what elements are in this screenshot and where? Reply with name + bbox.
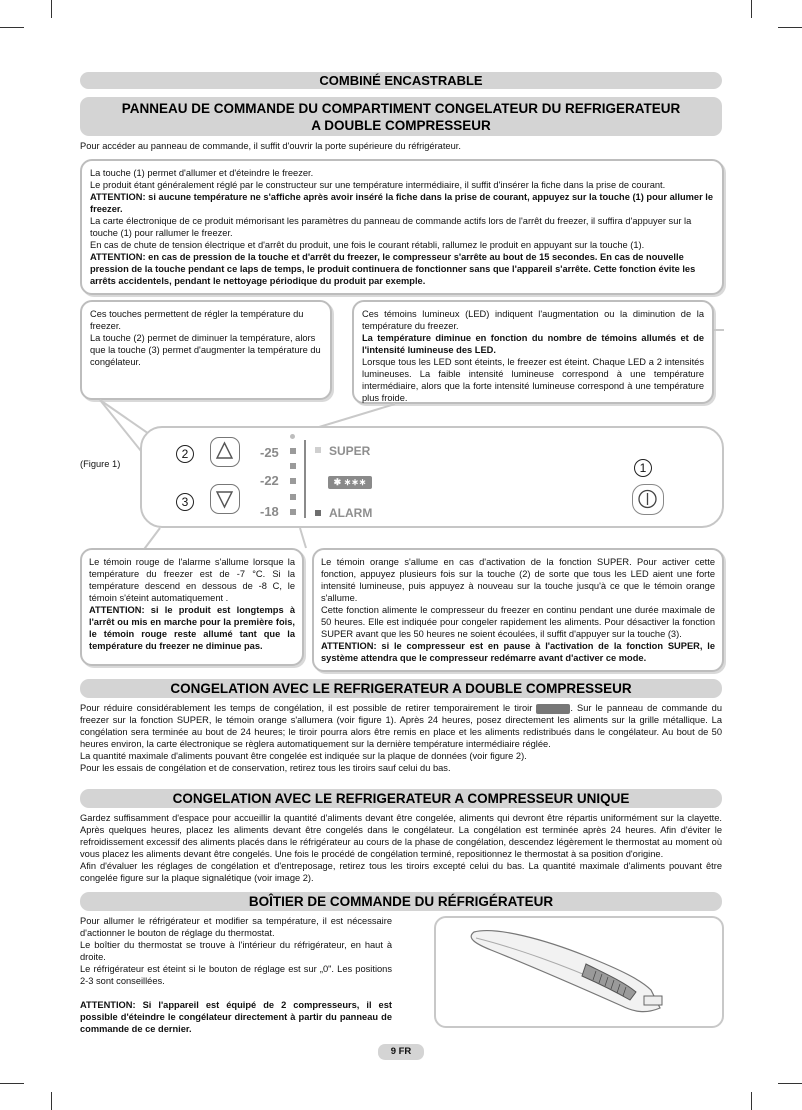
section1-title-line1: PANNEAU DE COMMANDE DU COMPARTIMENT CONGELATEUR DU REFRIGERATEUR xyxy=(121,101,681,116)
section3-body xyxy=(80,812,722,884)
led-off-text: Lorsque tous les LED sont éteints, le freezer est éteint. Chaque LED a 2 intensités lumineuses. La faible intensité lumineuse correspond à une température intermédiaire, alors que la forte intensité lumineuse correspond à une température plus froide. xyxy=(362,357,704,403)
section2-tests: Pour les essais de congélation et de conservation, retirez tous les tiroirs sauf celui du bas. xyxy=(80,763,451,773)
section4-paragraph2: Le boîtier du thermostat se trouve à l'intérieur du réfrigérateur, en haut à droite. xyxy=(80,940,392,962)
led-purpose-text: Ces témoins lumineux (LED) indiquent l'augmentation ou la diminution de la température du freezer. xyxy=(362,309,704,331)
section3-paragraph2: Afin d'évaluer les réglages de congélation et d'entreposage, retirez tous les tiroirs excepté celui du bas. La quantité maximale d'aliments pouvant être congelée figure sur la plaque signalétique (voir image 2). xyxy=(80,861,722,883)
crop-mark xyxy=(751,1092,752,1110)
section3-title: CONGELATION AVEC LE REFRIGERATEUR A COMPRESSEUR UNIQUE xyxy=(172,791,630,806)
key2-number-icon: 2 xyxy=(176,445,194,463)
power-failure-text: En cas de chute de tension électrique et d'arrêt du produit, une fois le courant rétabli, rallumez le produit en appuyant sur la touche (1). xyxy=(90,240,645,250)
header-title: COMBINÉ ENCASTRABLE xyxy=(319,73,483,88)
panel-divider xyxy=(304,440,306,518)
decrease-temperature-button[interactable] xyxy=(210,437,240,467)
super-duration-text: Cette fonction alimente le compresseur du freezer en continu pendant une durée maximale de 50 heures. Elle est indiquée pour congeler rapidement les aliments. Pour désactiver la fonction SUPER avant que les 50 heures ne soient écoulées, il suffit d'appuyer sur la touche (3). xyxy=(321,605,715,639)
super-drawer-icon xyxy=(328,476,372,489)
led-indicator xyxy=(290,463,296,469)
crop-mark xyxy=(0,1083,24,1084)
power-button[interactable] xyxy=(632,484,664,515)
key1-number-icon: 1 xyxy=(634,459,652,477)
section3-title-bar xyxy=(80,789,722,808)
super-led xyxy=(315,447,321,453)
triangle-up-icon xyxy=(211,438,238,465)
figure-label: (Figure 1) xyxy=(80,459,121,469)
super-activation-text: Le témoin orange s'allume en cas d'activation de la fonction SUPER. Pour activer cette fonction, appuyez plusieurs fois sur la touche (2) de sorte que tous les LED aient une forte intensité lumineuse, puis appuyez à nouveau sur la touche jusqu'à ce que le témoin orange s'allume. xyxy=(321,557,715,603)
stop-warning-text: ATTENTION: en cas de pression de la touche et d'arrêt du freezer, le compresseur s'arrête au bout de 15 secondes. En cas de nouvelle pression de la touche pendant ce laps de temps, le produit continuera de fonctionner sans que l'appareil s'arrête. Cette fonction évite les arrêts accidentels, pendant le nettoyage périodique du produit par exemple. xyxy=(90,252,696,286)
super-label: SUPER xyxy=(329,444,371,458)
crop-mark xyxy=(751,0,752,18)
power-icon xyxy=(633,485,662,513)
crop-mark xyxy=(51,0,52,18)
page-number-badge xyxy=(378,1044,424,1060)
alarm-led-text: Le témoin rouge de l'alarme s'allume lorsque la température du freezer est de -7 °C. Si la température descend en dessous de -8 C, le témoin s'éteint automatiquement . xyxy=(89,557,295,603)
key3-number-icon: 3 xyxy=(176,493,194,511)
led-indicator xyxy=(290,434,295,439)
led-indicator xyxy=(290,509,296,515)
increase-temperature-button[interactable] xyxy=(210,484,240,514)
crop-mark xyxy=(778,27,802,28)
crop-mark xyxy=(778,1083,802,1084)
section1-intro: Pour accéder au panneau de commande, il suffit d'ouvrir la porte supérieure du réfrigérateur. xyxy=(80,141,461,151)
keys-direction-text: La touche (2) permet de diminuer la température, alors que la touche (3) permet d'augmenter la température du congélateur. xyxy=(90,333,321,367)
section2-text-part1: Pour réduire considérablement les temps de congélation, il est possible de retirer temporairement le tiroir xyxy=(80,703,533,713)
section4-title: BOÎTIER DE COMMANDE DU RÉFRIGÉRATEUR xyxy=(248,894,554,909)
super-warning-text: ATTENTION: si le compresseur est en pause à l'activation de la fonction SUPER, le système attendra que le compresseur redémarre avant d'activer ce mode. xyxy=(321,641,715,663)
memory-text: La carte électronique de ce produit mémorisant les paramètres du panneau de commande actifs lors de l'arrêt du freezer, il suffira d'appuyer sur la touche (1) pour rallumer le freezer. xyxy=(90,216,692,238)
temp-label-mid: -22 xyxy=(260,473,279,488)
section2-max-quantity: La quantité maximale d'aliments pouvant être congelée est indiquée sur la plaque de données (voir figure 2). xyxy=(80,751,527,761)
page-number: 9 FR xyxy=(390,1046,412,1057)
section2-text-part2: . Sur le panneau de commande du freezer sur la fonction SUPER, le témoin orange s'allumera (voir figure 1). Après 24 heures, posez directement les aliments sur la grille métallique. La congélation sera terminée au bout de 24 heures; le tiroir pourra alors être remis en place et les aliments redistribués dans le congélateur. Au bout de 50 heures environ, la carte électronique se règlera automatiquement sur la dernière température intermédiaire réglée. xyxy=(80,703,722,749)
alarm-led xyxy=(315,510,321,516)
power-warning-text: ATTENTION: si aucune température ne s'affiche après avoir inséré la fiche dans la prise de courant, appuyez sur la touche (1) pour allumer le freezer. xyxy=(90,192,714,214)
alarm-label: ALARM xyxy=(329,506,373,520)
section4-title-bar xyxy=(80,892,722,911)
section4-paragraph3: Le réfrigérateur est éteint si le bouton de réglage est sur „0". Les positions 2-3 sont conseillées. xyxy=(80,964,392,986)
section4-body xyxy=(80,915,392,1035)
section2-title: CONGELATION AVEC LE REFRIGERATEUR A DOUBLE COMPRESSEUR xyxy=(170,681,632,696)
alarm-info-box xyxy=(80,548,304,666)
led-indicator xyxy=(290,478,296,484)
led-indicator xyxy=(290,448,296,454)
led-intensity-warning: La température diminue en fonction du nombre de témoins allumés et de l'intensité lumineuse des LED. xyxy=(362,333,704,355)
led-info-box xyxy=(352,300,714,404)
keys-purpose-text: Ces touches permettent de régler la température du freezer. xyxy=(90,309,304,331)
power-key-info-box xyxy=(80,159,724,295)
led-indicator xyxy=(290,494,296,500)
section4-paragraph1: Pour allumer le réfrigérateur et modifier sa température, il est nécessaire d'actionner le bouton de réglage du thermostat. xyxy=(80,916,392,938)
crop-mark xyxy=(51,1092,52,1110)
section3-paragraph1: Gardez suffisamment d'espace pour accueillir la quantité d'aliments devant être congelée, aliments qui devront être répartis uniformément sur la clayette. Après quelques heures, placez les aliments devant être congelés dans le congélateur. La congélation est terminée après 24 heures. Afin d'éviter le refroidissement excessif des aliments placés dans le réfrigérateur au cours de la phase de congélation, descendez légèrement le thermostat au moment où vous placez les aliments devant être congelés. Une fois le procédé de congélation terminé, repositionnez le thermostat à sa position d'origine. xyxy=(80,813,722,859)
section1-title-bar xyxy=(80,97,722,136)
alarm-warning-text: ATTENTION: si le produit est longtemps à l'arrêt ou mis en marche pour la première fois, le témoin rouge reste allumé tant que la température du freezer ne diminue pas. xyxy=(89,605,295,651)
control-panel xyxy=(140,426,724,528)
thermostat-illustration-box xyxy=(434,916,724,1028)
section2-body xyxy=(80,702,722,774)
section4-warning: ATTENTION: Si l'appareil est équipé de 2 compresseurs, il est possible d'éteindre le congélateur directement à partir du panneau de commande de ce dernier. xyxy=(80,1000,392,1034)
triangle-down-icon xyxy=(211,485,238,512)
thermostat-housing-illustration xyxy=(436,918,722,1026)
temperature-keys-info-box xyxy=(80,300,332,400)
temp-label-high: -25 xyxy=(260,445,279,460)
crop-mark xyxy=(0,27,24,28)
power-key-text: La touche (1) permet d'allumer et d'éteindre le freezer. xyxy=(90,168,314,178)
section2-title-bar xyxy=(80,679,722,698)
super-drawer-symbol: ✱ ∗∗∗ xyxy=(333,477,367,487)
temp-label-low: -18 xyxy=(260,504,279,519)
super-function-info-box xyxy=(312,548,724,672)
drawer-symbol-icon xyxy=(536,704,570,714)
section1-title-line2: A DOUBLE COMPRESSEUR xyxy=(311,118,491,133)
header-bar xyxy=(80,72,722,89)
factory-setting-text: Le produit étant généralement réglé par le constructeur sur une température intermédiaire, il suffit d'insérer la fiche dans la prise de courant. xyxy=(90,180,666,190)
